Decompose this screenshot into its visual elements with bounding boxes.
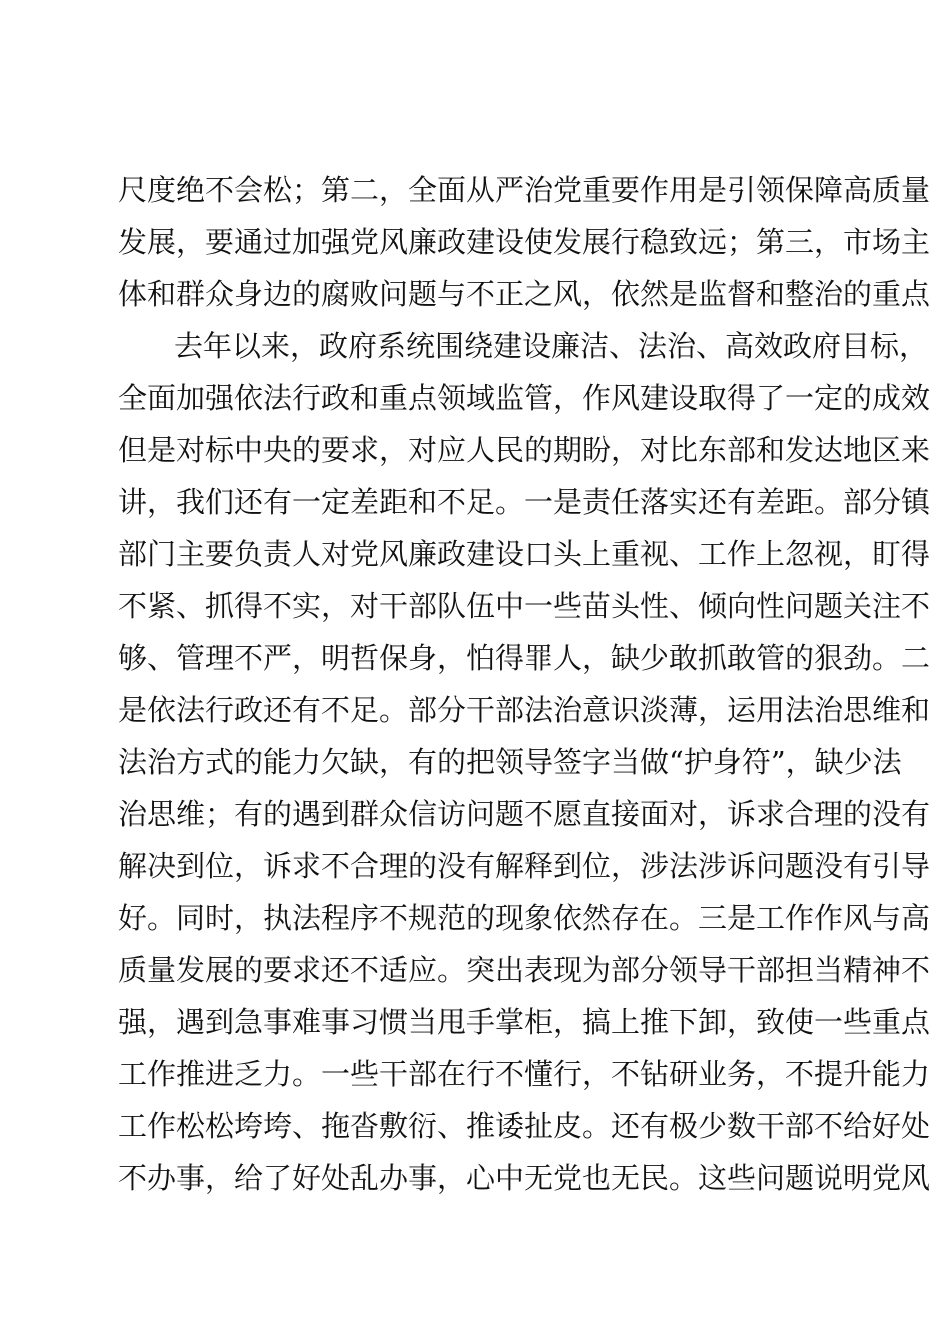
paragraph-2-line-14: 强，遇到急事难事习惯当甩手掌柜，搞上推下卸，致使一些重点: [118, 1005, 931, 1039]
paragraph-2-line-6: 不紧、抓得不实，对干部队伍中一些苗头性、倾向性问题关注不: [118, 589, 931, 623]
paragraph-2-line-16: 工作松松垮垮、拖沓敷衍、推诿扯皮。还有极少数干部不给好处: [118, 1109, 931, 1143]
paragraph-2-line-5: 部门主要负责人对党风廉政建设口头上重视、工作上忽视，盯得: [118, 537, 931, 571]
document-body: [118, 164, 931, 1204]
paragraph-1-line-3: 体和群众身边的腐败问题与不正之风，依然是监督和整治的重点: [118, 277, 931, 311]
paragraph-2-line-15: 工作推进乏力。一些干部在行不懂行，不钻研业务，不提升能力: [118, 1057, 931, 1091]
paragraph-1-line-2: 发展，要通过加强党风廉政建设使发展行稳致远；第三，市场主: [118, 225, 931, 259]
paragraph-2-line-4: 讲，我们还有一定差距和不足。一是责任落实还有差距。部分镇: [118, 485, 931, 519]
paragraph-1-line-1: 尺度绝不会松；第二，全面从严治党重要作用是引领保障高质量: [118, 173, 931, 207]
paragraph-2-line-11: 解决到位，诉求不合理的没有解释到位，涉法涉诉问题没有引导: [118, 849, 931, 883]
paragraph-2-line-12: 好。同时，执法程序不规范的现象依然存在。三是工作作风与高: [118, 901, 931, 935]
paragraph-2-line-9: 法治方式的能力欠缺，有的把领导签字当做“护身符”，缺少法: [118, 745, 902, 779]
paragraph-2-line-17: 不办事，给了好处乱办事，心中无党也无民。这些问题说明党风: [118, 1161, 931, 1195]
paragraph-2-line-2: 全面加强依法行政和重点领域监管，作风建设取得了一定的成效: [118, 381, 931, 415]
paragraph-2-line-13: 质量发展的要求还不适应。突出表现为部分领导干部担当精神不: [118, 953, 931, 987]
paragraph-2-line-3: 但是对标中央的要求，对应人民的期盼，对比东部和发达地区来: [118, 433, 931, 467]
paragraph-2-line-7: 够、管理不严，明哲保身，怕得罪人，缺少敢抓敢管的狠劲。二: [118, 641, 931, 675]
paragraph-2-line-10: 治思维；有的遇到群众信访问题不愿直接面对，诉求合理的没有: [118, 797, 931, 831]
paragraph-2-line-1: 去年以来，政府系统围绕建设廉洁、法治、高效政府目标，: [174, 329, 929, 363]
paragraph-2-line-8: 是依法行政还有不足。部分干部法治意识淡薄，运用法治思维和: [118, 693, 931, 727]
